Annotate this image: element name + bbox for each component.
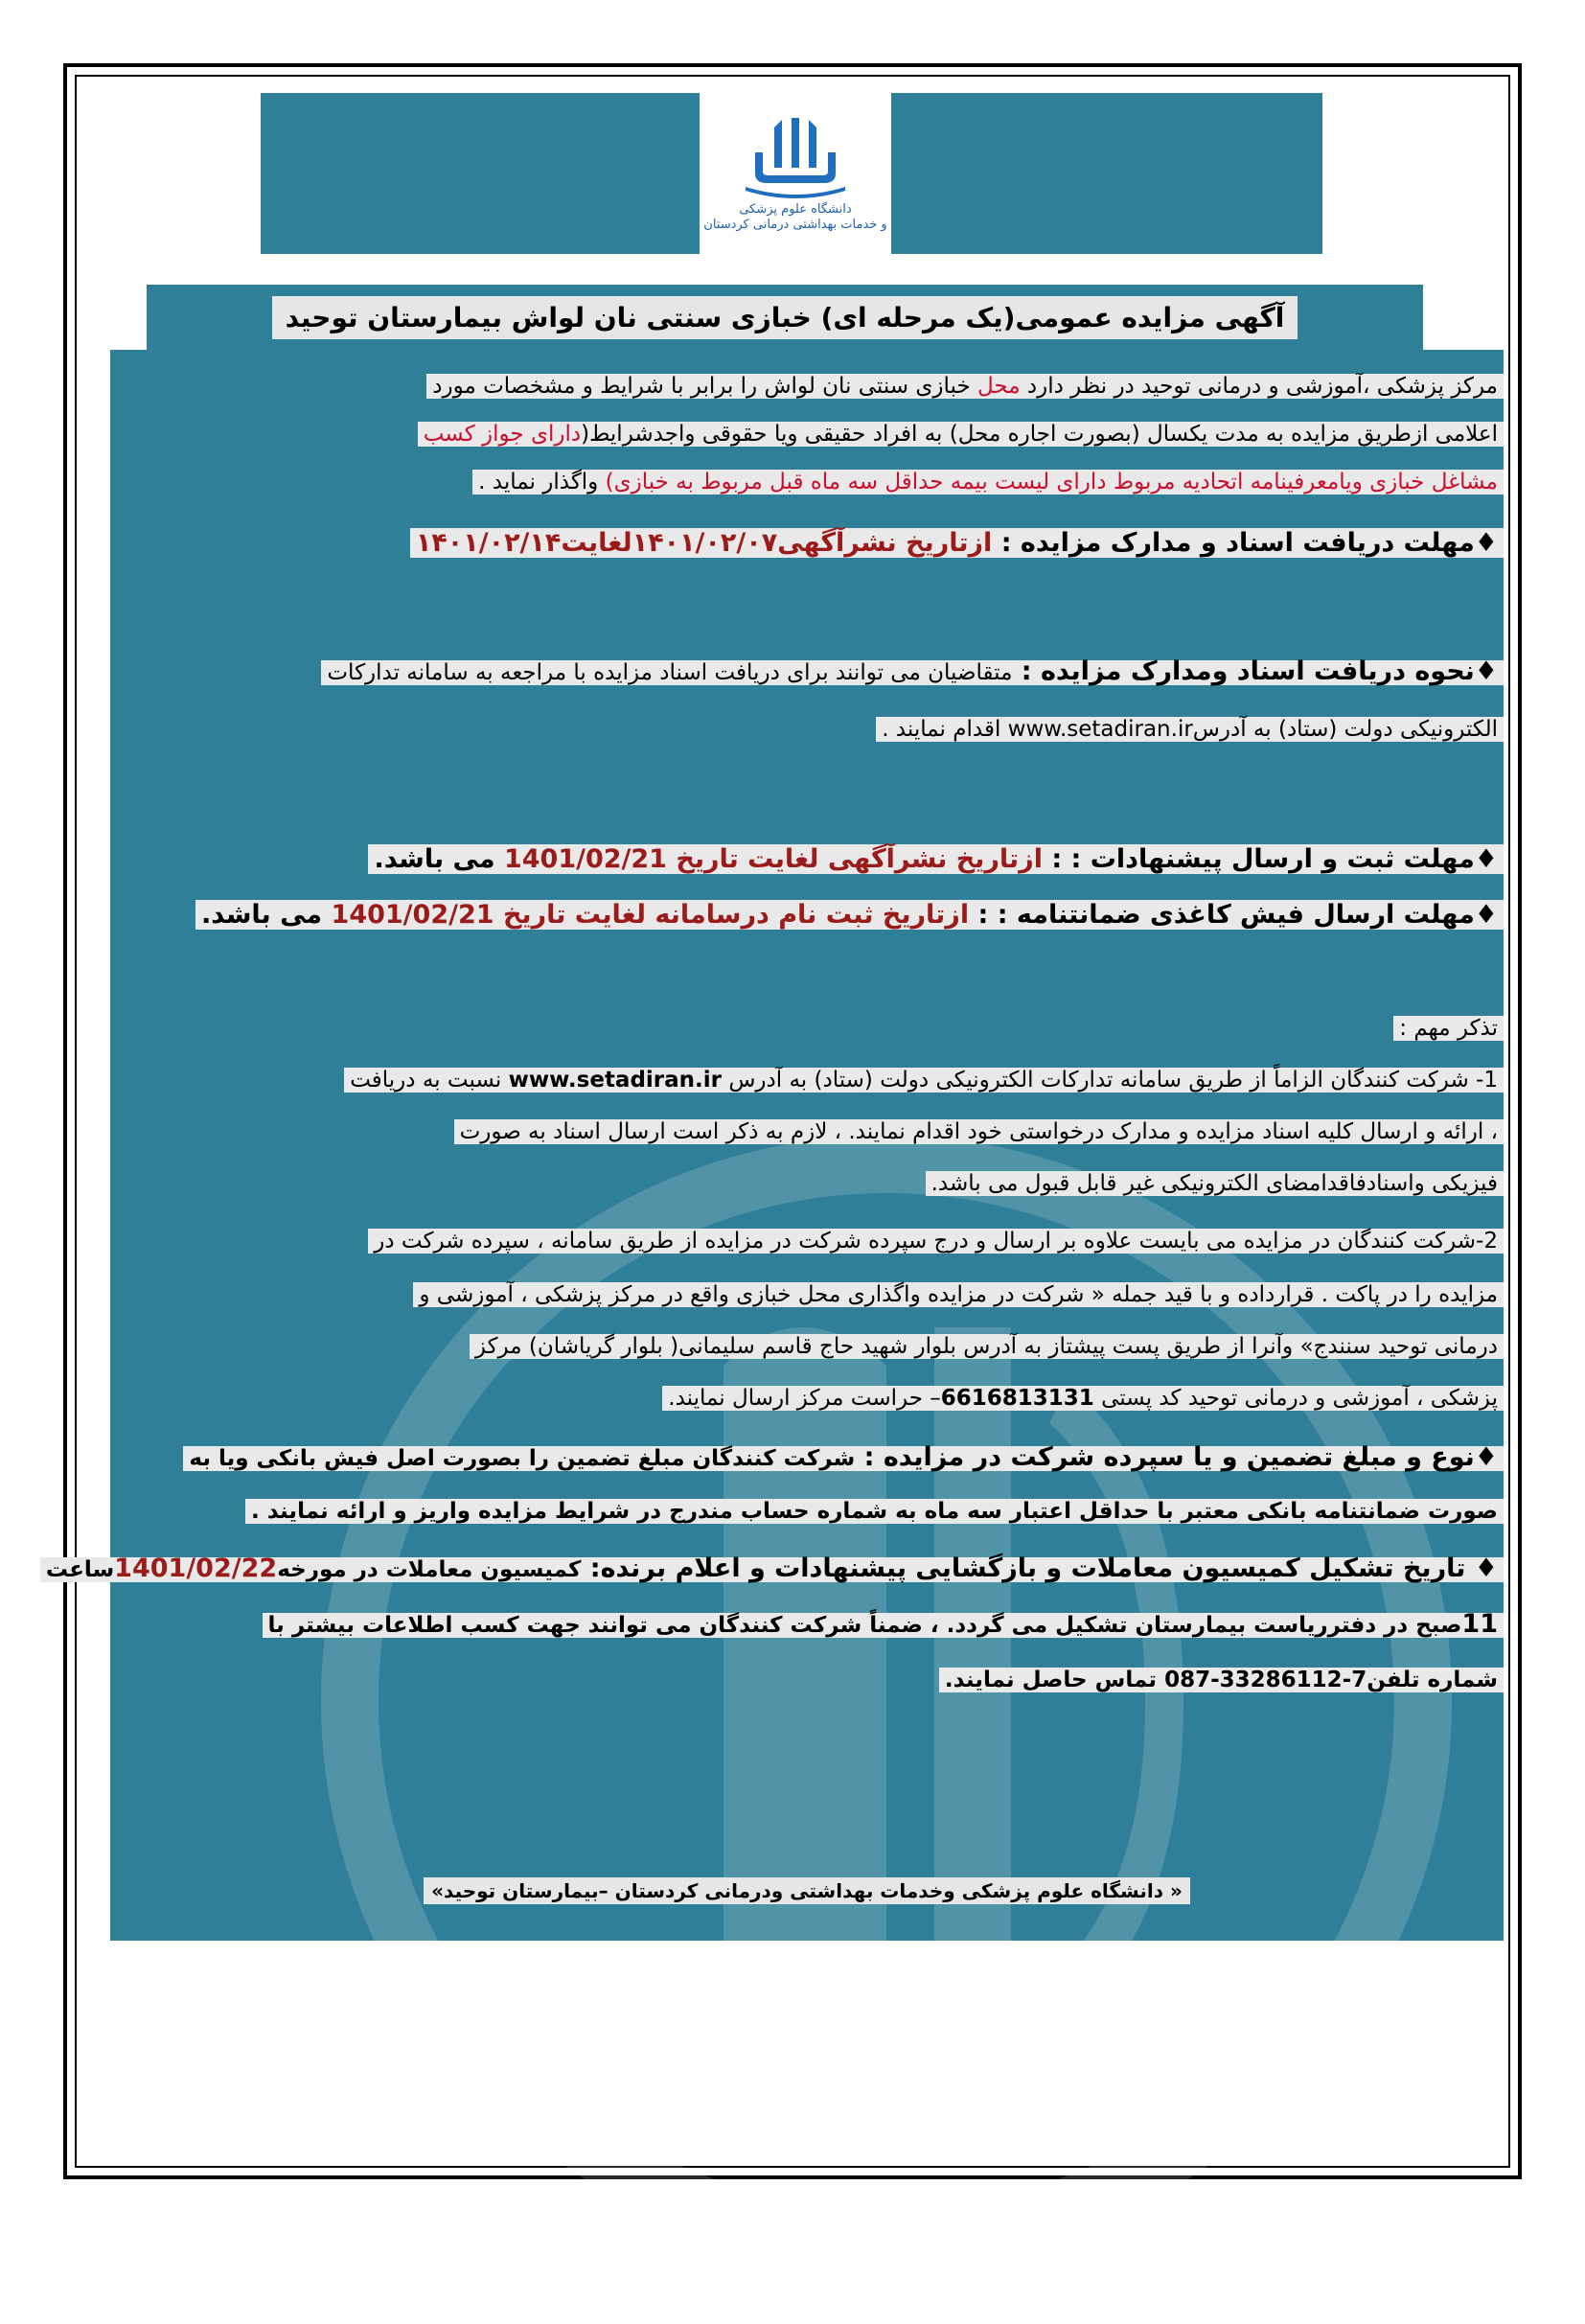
commission-line-2: 11صبح در دفترریاست بیمارستان تشکیل می گردد. ، ضمناً شرکت کنندگان می توانند جهت کسب اطلاعات بیشتر با [263,1605,1504,1645]
guarantee-line-1: ♦نوع و مبلغ تضمین و یا سپرده شرکت در مزایده : شرکت کنندگان مبلغ تضمین را بصورت اصل فیش بانکی ویا به [183,1438,1504,1478]
commission-line-3: شماره تلفن7-33286112-087 تماس حاصل نمایند. [939,1661,1504,1699]
content-panel [45,350,1504,1941]
docs-method-line-2: الکترونیکی دولت (ستاد) به آدرسwww.setadiran.ir اقدام نمایند . [876,710,1504,748]
notes-heading: تذکر مهم : [1393,1009,1504,1047]
docs-method-line-1: ♦نحوه دریافت اسناد ومدارک مزایده : متقاضیان می توانند برای دریافت اسناد مزایده با مراجعه به سامانه تدارکات [321,653,1504,692]
intro-line-3: مشاغل خبازی ویامعرفینامه اتحادیه مربوط دارای لیست بیمه حداقل سه ماه قبل مربوط به خبازی) واگذار نماید . [472,463,1504,501]
footer-text: « دانشگاه علوم پزشکی وخدمات بهداشتی ودرمانی کردستان –بیمارستان توحید» [424,1877,1190,1904]
note-1-line-3: فیزیکی واسنادفاقدامضای الکترونیکی غیر قابل قبول می باشد. [926,1164,1504,1203]
page-title: آگهی مزایده عمومی(یک مرحله ای) خبازی سنتی نان لواش بیمارستان توحید [272,296,1298,339]
logo-emblem-icon [738,114,853,202]
note-1-line-2: ، ارائه و ارسال کلیه اسناد مزایده و مدارک درخواستی خود اقدام نمایند. ، لازم به ذکر است ارسال اسناد به صورت [454,1113,1504,1151]
note-2-line-2: مزایده را در پاکت . قرارداده و با قید جمله « شرکت در مزایده واگذاری محل خبازی واقع در مرکز پزشکی ، آموزشی و [413,1276,1504,1314]
deadline-docs: ♦مهلت دریافت اسناد و مدارک مزایده : ازتاریخ نشرآگهی۱۴۰۱/۰۲/۰۷لغایت۱۴۰۱/۰۲/۱۴ [410,524,1504,563]
title-band [147,285,1423,350]
deadline-bids: ♦مهلت ثبت و ارسال پیشنهادات : : ازتاریخ نشرآگهی لغایت تاریخ 1401/02/21 می باشد. [368,840,1504,879]
note-1-line-1: 1- شرکت کنندگان الزاماً از طریق سامانه تدارکات الکترونیکی دولت (ستاد) به آدرس www.setadiran.ir نسبت به دریافت [344,1061,1504,1099]
intro-line-2: اعلامی ازطریق مزایده به مدت یکسال (بصورت اجاره محل) به افراد حقیقی ویا حقوقی واجدشرایط(دارای جواز کسب [418,415,1504,453]
note-2-line-4: پزشکی ، آموزشی و درمانی توحید کد پستی 6616813131– حراست مرکز ارسال نمایند. [662,1379,1504,1417]
footer [110,1879,1504,1902]
note-2-line-3: درمانی توحید سنندج» وآنرا از طریق پست پیشتاز به آدرس بلوار شهید حاج قاسم سلیمانی( بلوار گریاشان) مرکز [470,1327,1504,1366]
intro-line-1: مرکز پزشکی ،آموزشی و درمانی توحید در نظر دارد محل خبازی سنتی نان لواش را برابر با شرایط و مشخصات مورد [426,367,1504,405]
guarantee-line-2: صورت ضمانتنامه بانکی معتبر با حداقل اعتبار سه ماه به شماره حساب مندرج در شرایط مزایده واریز و ارائه نمایند . [245,1492,1504,1530]
deadline-guarantee: ♦مهلت ارسال فیش کاغذی ضمانتنامه : : ازتاریخ ثبت نام درسامانه لغایت تاریخ 1401/02/21 می باشد. [195,896,1504,934]
university-logo [700,93,891,254]
commission-line-1: ♦ تاریخ تشکیل کمیسیون معاملات و بازگشایی پیشنهادات و اعلام برنده: کمیسیون معاملات در مورخه1401/02/22ساعت [40,1550,1504,1589]
note-2-line-1: 2-شرکت کنندگان در مزایده می بایست علاوه بر ارسال و درج سپرده شرکت در مزایده از طریق سامانه ، سپرده شرکت در [368,1222,1504,1260]
logo-text-line-2: و خدمات بهداشتی درمانی کردستان [703,218,887,232]
logo-text-line-1: دانشگاه علوم پزشکی [739,202,852,217]
